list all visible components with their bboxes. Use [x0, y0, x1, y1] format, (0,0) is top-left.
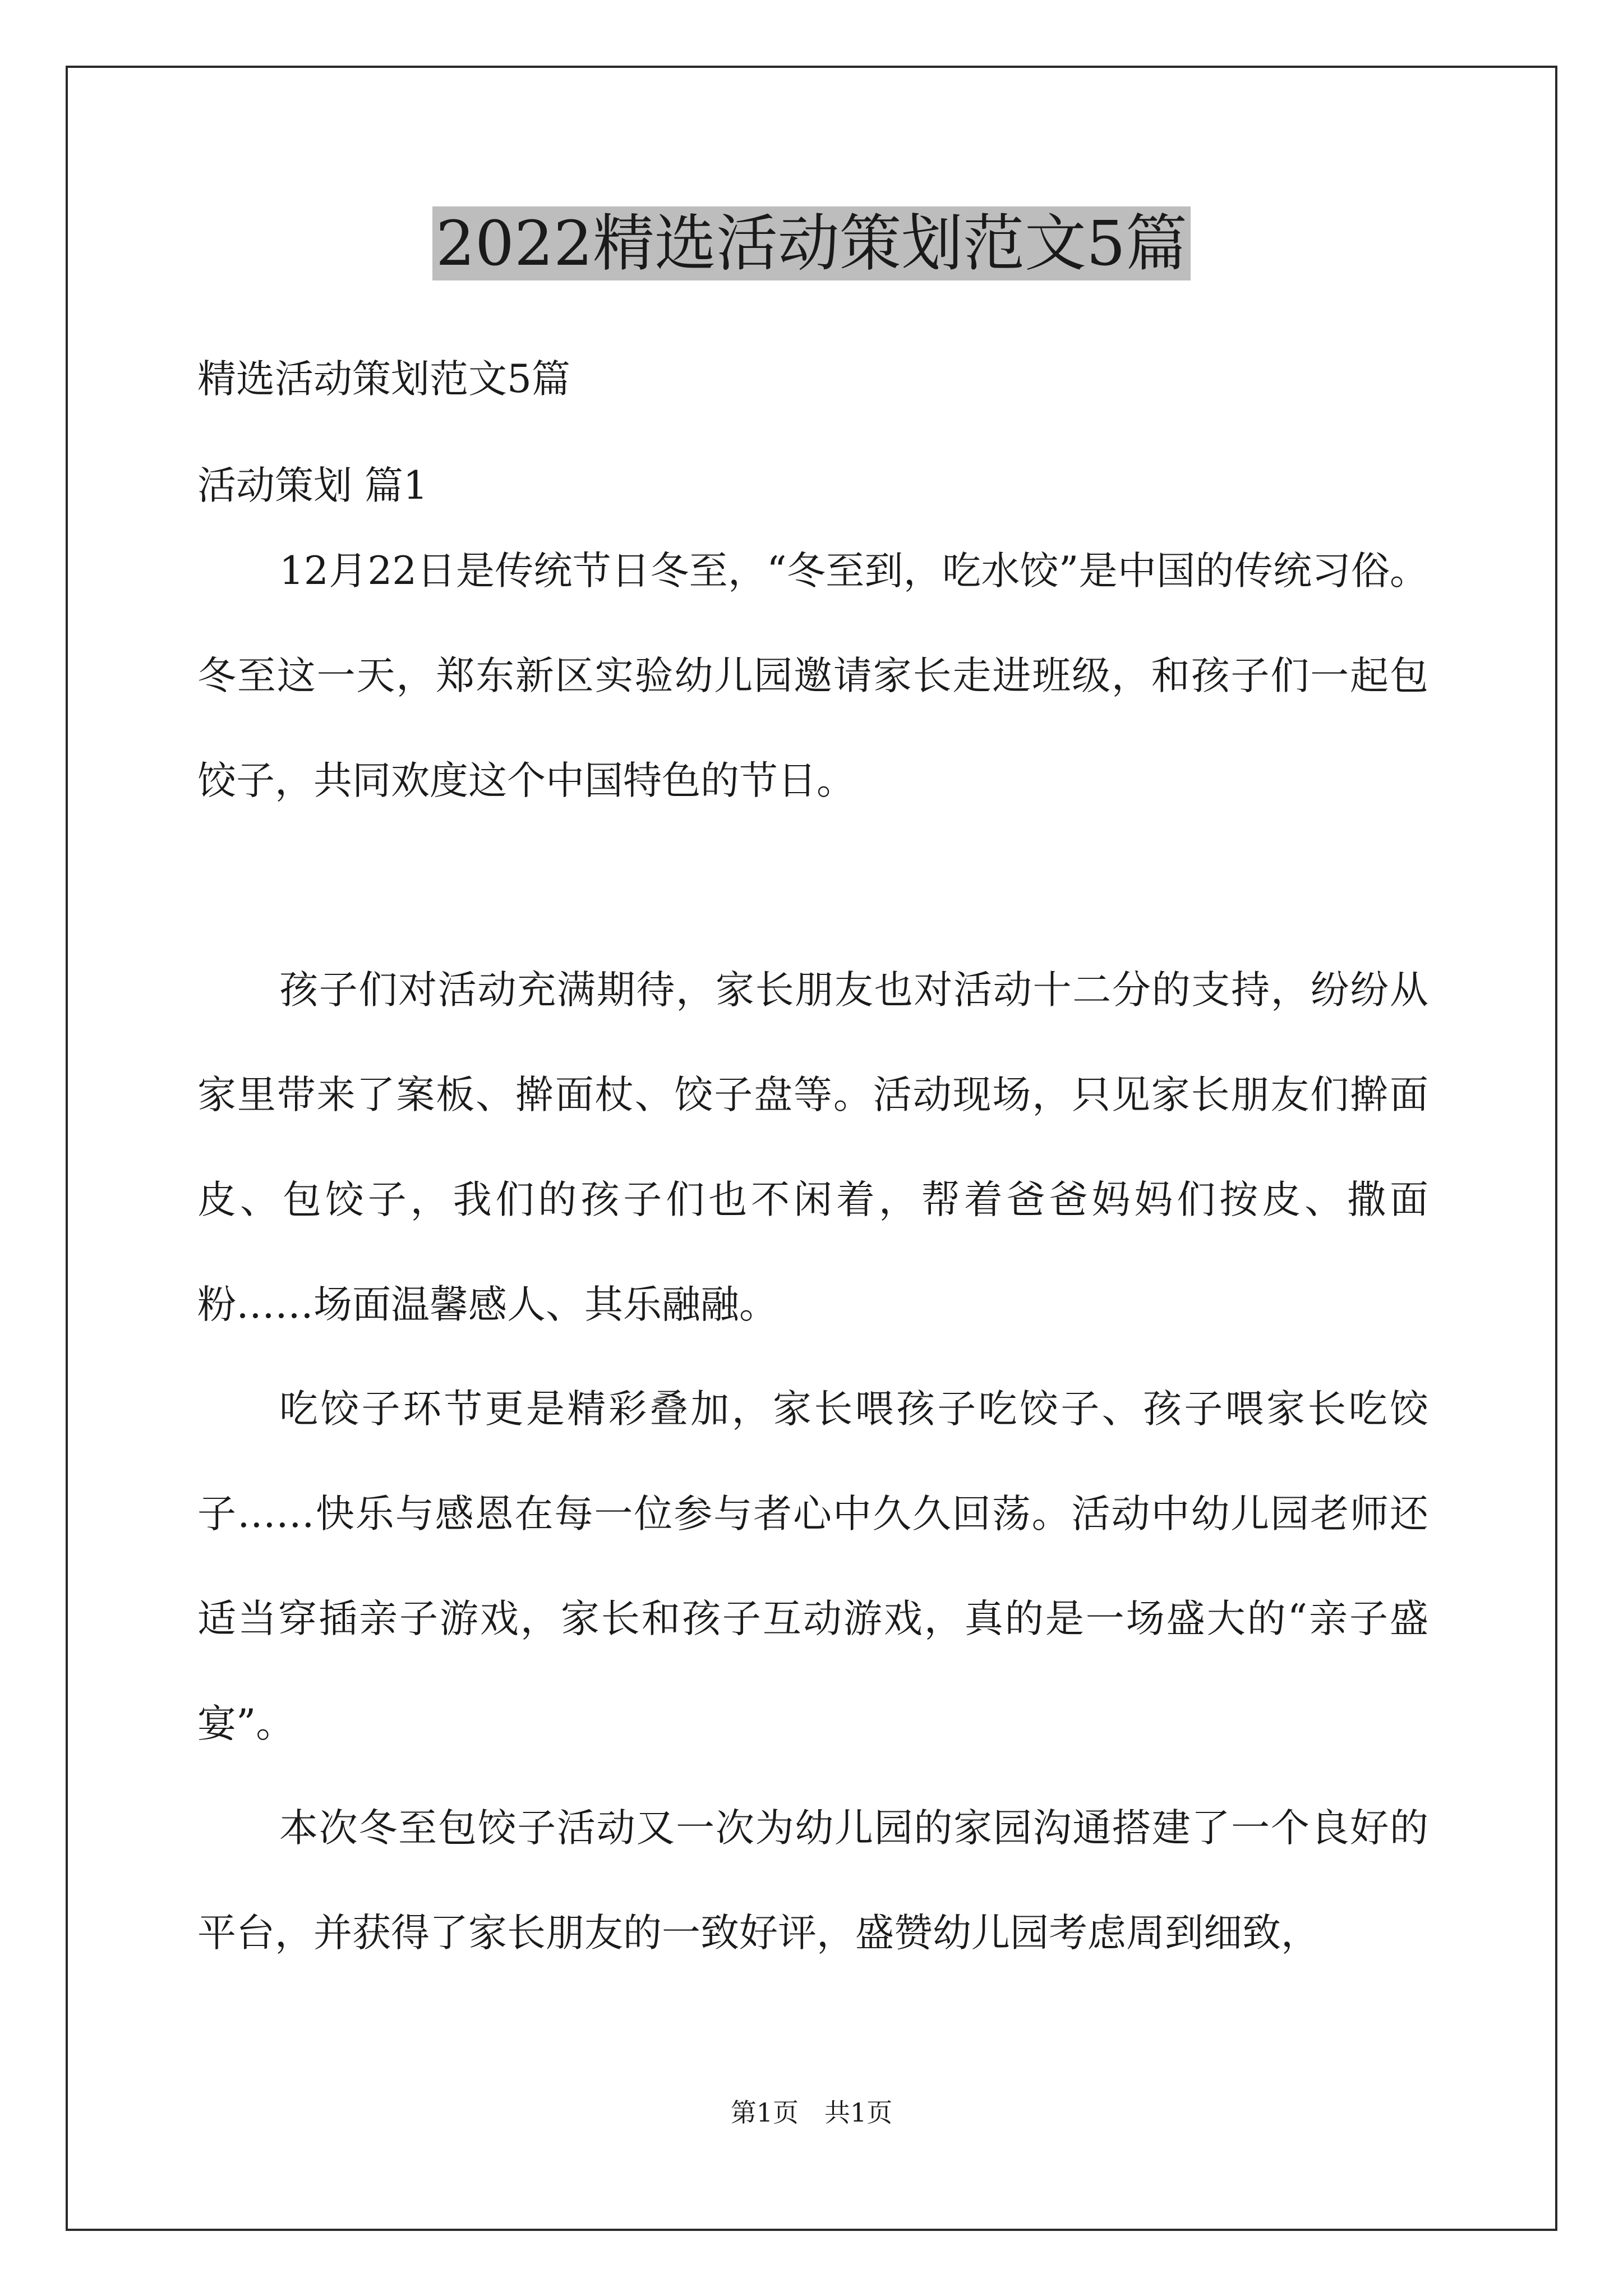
document-subtitle: 精选活动策划范文5篇 [197, 357, 570, 402]
page-footer: 第1页 共1页 [730, 2097, 893, 2128]
paragraph-1: 12月22日是传统节日冬至，“冬至到，吃水饺”是中国的传统习俗。冬至这一天，郑东新区实验幼儿园邀请家长走进班级，和孩子们一起包饺子，共同欢度这个中国特色的节日。 [197, 549, 1428, 803]
document-title: 2022精选活动策划范文5篇 [432, 206, 1191, 280]
paragraph-3: 吃饺子环节更是精彩叠加，家长喂孩子吃饺子、孩子喂家长吃饺子……快乐与感恩在每一位参与者心中久久回荡。活动中幼儿园老师还适当穿插亲子游戏，家长和孩子互动游戏，真的是一场盛大的“亲子盛宴”。 [197, 1387, 1428, 1746]
paragraph-2: 孩子们对活动充满期待，家长朋友也对活动十二分的支持，纷纷从家里带来了案板、擀面杖、饺子盘等。活动现场，只见家长朋友们擀面皮、包饺子，我们的孩子们也不闲着，帮着爸爸妈妈们按皮、撒面粉……场面温馨感人、其乐融融。 [197, 968, 1428, 1327]
paragraph-4: 本次冬至包饺子活动又一次为幼儿园的家园沟通搭建了一个良好的平台，并获得了家长朋友的一致好评，盛赞幼儿园考虑周到细致， [197, 1806, 1428, 1955]
section-heading: 活动策划 篇1 [197, 463, 428, 508]
title-container [0, 206, 1623, 280]
